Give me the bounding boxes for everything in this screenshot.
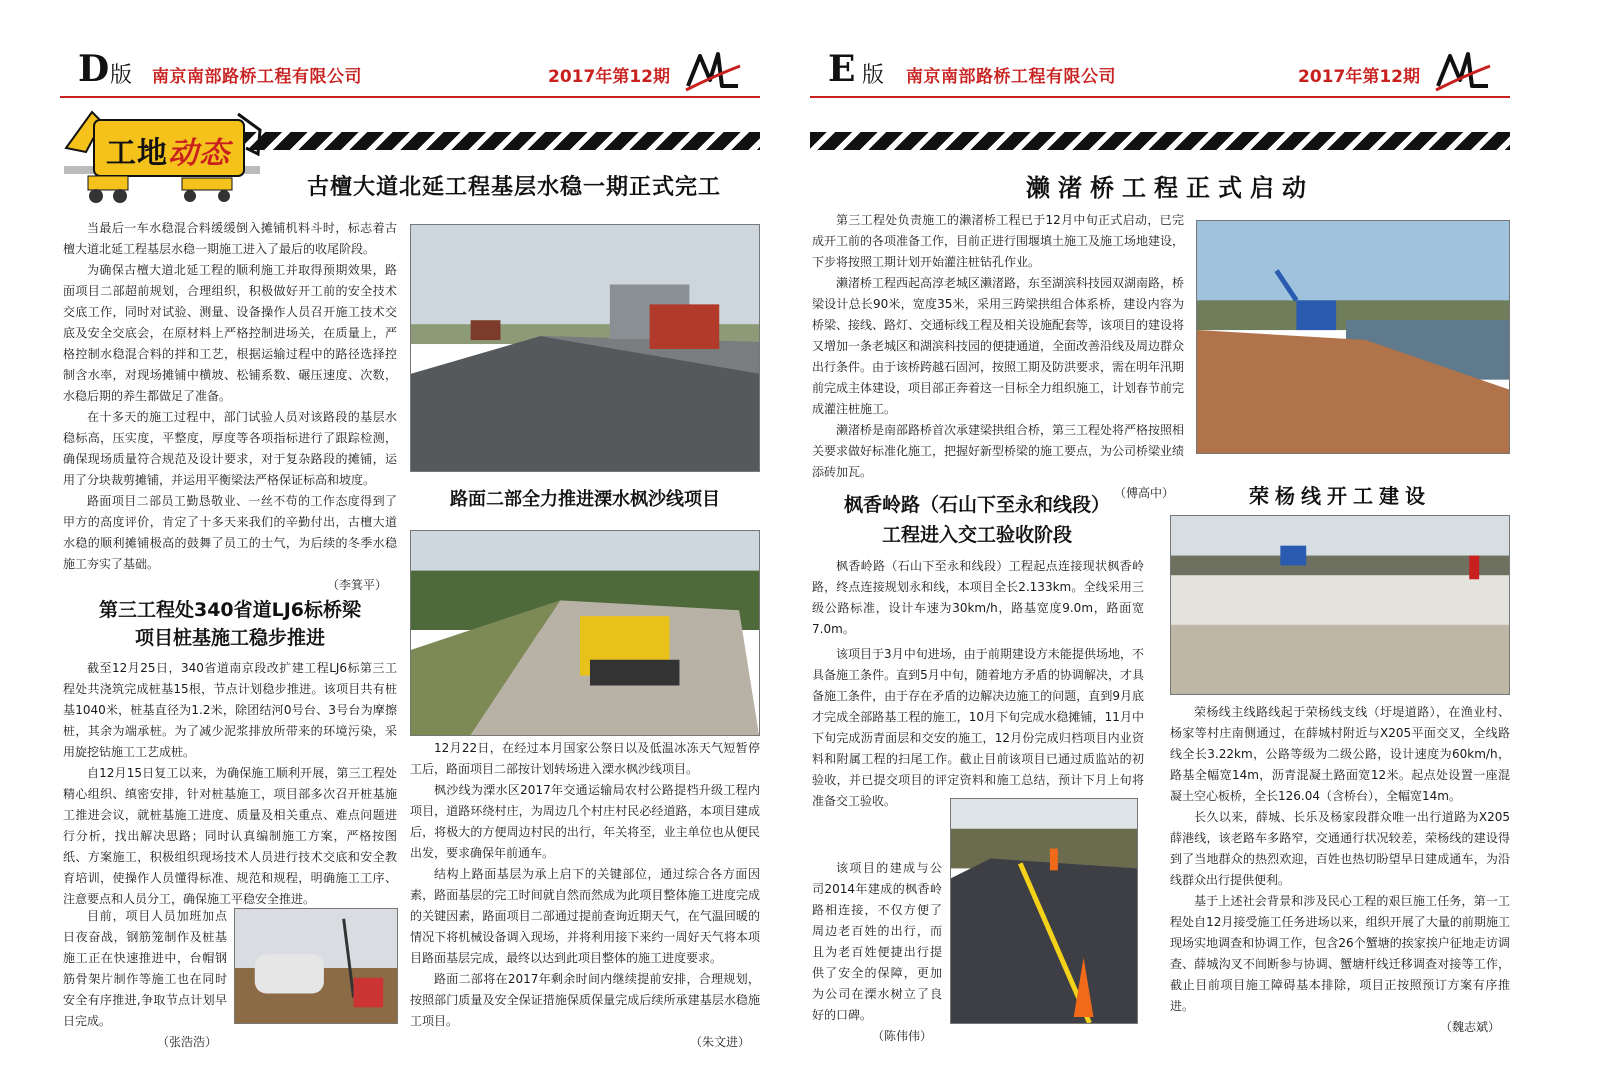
article1-byline: （李箕平） [326,578,387,592]
article3-p2: 枫沙线为溧水区2017年交通运输局农村公路提档升级工程内项目，道路环绕村庄，为周边几个村庄村民必经道路，本项目建成后，将极大的方便周边村民的出行，年关将至，业主单位也从便民出发，要求确保年前通车。 [410,783,760,860]
article3-p3: 基于上述社会背景和涉及民心工程的艰巨施工任务，第一工程处自12月接受施工任务进场以来，组织开展了大量的前期施工现场实地调查和协调工作，包含26个蟹塘的挨家挨户征地走访调查、薛城沟叉不间断参与协调、蟹塘杆线迁移调查对接等工作，截止目前项目施工障碍基本排除，项目正按照预订方案有序推进。 [1170,894,1510,1013]
article2-p2-block [812,644,1144,824]
article1-title: 古檀大道北延工程基层水稳一期正式完工 [306,175,721,200]
article2-tail [63,906,227,1053]
section-title-part2: 动态 [168,136,230,171]
article1-p3: 在十多天的施工过程中，部门试验人员对该路段的基层水稳标高，压实度，平整度，厚度等各项指标进行了跟踪检测，确保现场质量符合规范及设计要求，对于复杂路段的摊铺，运用了分块裁剪摊铺，并运用平衡梁法严格保证标高和坡度。 [63,410,397,487]
article3-p2: 长久以来，薛城、长乐及杨家段群众唯一出行道路为X205薛港线，该老路车多路窄，交通通行状况较差，荣杨线的建设得到了当地群众的热烈欢迎，百姓也热切盼望早日建成通车，为沿线群众出行提供便利。 [1170,810,1510,887]
edition-letter: E [828,48,856,90]
article3-byline: （朱文进） [689,1035,750,1049]
issue-number: 2017年第12期 [548,67,670,87]
article3-title: 荣杨线开工建设 [1249,484,1431,508]
article2-title-line2: 项目桩基施工稳步推进 [134,627,325,649]
company-logo-icon [1434,46,1492,94]
photo-excavator-river [1196,220,1510,454]
article1-byline: （傅高中） [1113,486,1174,500]
article2-p3: 该项目的建成与公司2014年建成的枫香岭路相连接，不仅方便了周边老百姓的出行，而且为老百姓便捷出行提供了安全的保障，更加为公司在溧水树立了良好的口碑。 [812,861,942,1022]
article2-tail [812,858,942,1047]
article1-p3: 濑渚桥是南部路桥首次承建梁拱组合桥，第三工程处将严格按照相关要求做好标准化施工，把握好新型桥梁的施工要点，为公司桥梁业绩添砖加瓦。 [812,423,1185,479]
company-name: 南京南部路桥工程有限公司 [152,67,362,87]
article3-p3: 结构上路面基层为承上启下的关键部位，通过综合各方面因素，路面基层的完工时间就自然而然成为此项目整体施工进度完成的关键因素，路面项目二部通过提前查询近期天气，在气温回暖的情况下将机械设备调入现场，并将利用接下来约一周好天气将本项目路面基层完成，最终以达到此项目整体的施工进度要求。 [410,867,760,965]
article2-p1: 枫香岭路（石山下至永和线段）工程起点连接现状枫香岭路，终点连接规划永和线，本项目全长2.133km。全线采用三级公路标准，设计车速为30km/h，路基宽度9.0m，路面宽7.0m。 [812,559,1144,636]
photo-road-markings [950,798,1138,1024]
article1-p1: 第三工程处负责施工的濑渚桥工程已于12月中旬正式启动，已完成开工前的各项准备工作，目前正进行围堰填土施工及施工场地建设，下步将按照工期计划开始灌注桩钻孔作业。 [812,213,1185,269]
article1-body [63,218,397,596]
section-badge [62,108,262,208]
photo-site-clearing [1170,515,1510,695]
edition-suffix: 版 [862,63,885,88]
company-logo-icon [684,46,742,94]
article2-body [812,556,1144,640]
hazard-stripe-e [810,132,1510,150]
hazard-stripe-d [240,132,760,150]
article1-p2: 濑渚桥工程西起高淳老城区濑渚路，东至湖滨科技园双湖南路，桥梁设计总长90米，宽度35米，采用三跨梁拱组合体系桥，建设内容为桥梁、接线、路灯、交通标线工程及相关设施配套等，该项目的建设将又增加一条老城区和湖滨科技园的便捷通道，全面改善沿线及周边群众出行条件。由于该桥跨越石固河，按照工期及防洪要求，需在明年汛期前完成主体建设，项目部正奔着这一目标全力组织施工，计划春节前完成灌注桩施工。 [812,276,1185,416]
company-name: 南京南部路桥工程有限公司 [906,67,1116,87]
article2-title-line1: 第三工程处340省道LJ6标桥梁 [98,599,362,621]
article2-byline: （陈伟伟） [871,1029,932,1043]
article3-body [1170,702,1510,1038]
article2-p3: 目前，项目人员加班加点日夜奋战，钢筋笼制作及桩基施工正在快速推进中，台帽钢筋骨架片制作等施工也在同时安全有序推进,争取节点计划早日完成。 [63,909,227,1028]
article2-title-line2: 工程进入交工验收阶段 [881,524,1072,546]
article2-p1: 截至12月25日，340省道南京段改扩建工程LJ6标第三工程处共浇筑完成桩基15根，节点计划稳步推进。该项目共有桩基1040米，桩基直径为1.2米，除团结河0号台、3号台为摩擦桩，其余为端承桩。为了减少泥浆排放所带来的环境污染，采用旋挖钻施工工艺成桩。 [63,661,397,759]
article1-title: 濑渚桥工程正式启动 [1026,174,1314,202]
article2-title [812,490,1142,550]
article2-p2: 自12月15日复工以来，为确保施工顺利开展，第三工程处精心组织、缜密安排，针对桩基施工，项目部多次召开桩基施工推进会议，就桩基施工进度、质量及相关重点、难点问题进行分析，找出解决思路；同时认真编制施工方案，严格按图纸、方案施工，积极组织现场技术人员进行技术交底和安全教育培训，使操作人员懂得标准、规范和规程，明确施工工序、注意要点和人员分工，确保施工平稳安全推进。 [63,766,397,906]
article2-body [63,658,397,910]
edition-suffix: 版 [110,63,133,88]
masthead-d [60,40,760,98]
section-title-part1: 工地 [106,136,168,171]
article3-byline: （魏志斌） [1439,1020,1500,1034]
article3-p1: 12月22日，在经过本月国家公祭日以及低温冰冻天气短暂停工后，路面项目二部按计划转场进入溧水枫沙线项目。 [410,741,760,776]
photo-road-roller [410,530,760,736]
section-title [106,128,230,172]
article3-title: 路面二部全力推进溧水枫沙线项目 [450,489,720,510]
edition-letter: D [78,48,110,90]
page-e [800,0,1600,1090]
article2-title-line1: 枫香岭路（石山下至永和线段） [843,494,1110,516]
article3-p1: 荣杨线主线路线起于荣杨线支线（圩堤道路），在渔业村、杨家等村庄南侧通过，在薛城村附近与X205平面交叉，全线路线全长3.22km，公路等级为二级公路，设计速度为60km/h，路基全幅宽14m，沥青混凝土路面宽12米。起点处设置一座混凝土空心板桥，全长126.04（含桥台），全幅宽14m。 [1170,705,1510,803]
masthead-e [810,40,1510,98]
article1-p2: 为确保古檀大道北延工程的顺利施工并取得预期效果，路面项目二部超前规划，合理组织，积极做好开工前的安全技术交底工作，同时对试验、测量、设备操作人员召开施工技术交底及安全交底会，在原材料上严格控制进场关，在质量上，严格控制水稳混合料的拌和工艺，根据运输过程中的路径选择控制含水率，对现场摊铺中横坡、松铺系数、碾压速度、次数，水稳后期的养生都做足了准备。 [63,263,397,403]
article2-p2: 该项目于3月中旬进场，由于前期建设方未能提供场地，不具备施工条件。直到5月中旬，随着地方矛盾的协调解决，才具备施工条件，由于存在矛盾的边解决边施工的问题，直到9月底才完成全部路基工程的施工，10月下旬完成水稳摊铺，11月中下旬完成沥青面层和交安的施工，12月份完成归档项目内业资料和附属工程的扫尾工作。截止目前该项目已通过质监站的初验收，并已提交项目的评定资料和施工总结，预计下月上旬将准备交工验收。 [812,647,1144,808]
article3-p4: 路面二部将在2017年剩余时间内继续提前安排，合理规划，按照部门质量及安全保证措施保质保量完成后续所承建基层水稳施工项目。 [410,972,760,1028]
article1-p4: 路面项目二部员工勤恳敬业、一丝不苟的工作态度得到了甲方的高度评价，肯定了十多天来我们的辛勤付出，古檀大道水稳的顺利摊铺极高的鼓舞了员工的士气，为后续的冬季水稳施工夯实了基础。 [63,494,397,571]
issue-number: 2017年第12期 [1298,67,1420,87]
photo-paving-trucks [410,224,760,472]
article2-byline: （张浩浩） [156,1035,217,1049]
photo-pile-drilling [234,908,398,1024]
article1-body [812,210,1184,504]
article1-p1: 当最后一车水稳混合料缓缓倒入摊铺机料斗时，标志着古檀大道北延工程基层水稳一期施工进入了最后的收尾阶段。 [63,221,397,256]
article3-body [410,738,760,1053]
article2-title [63,596,397,652]
